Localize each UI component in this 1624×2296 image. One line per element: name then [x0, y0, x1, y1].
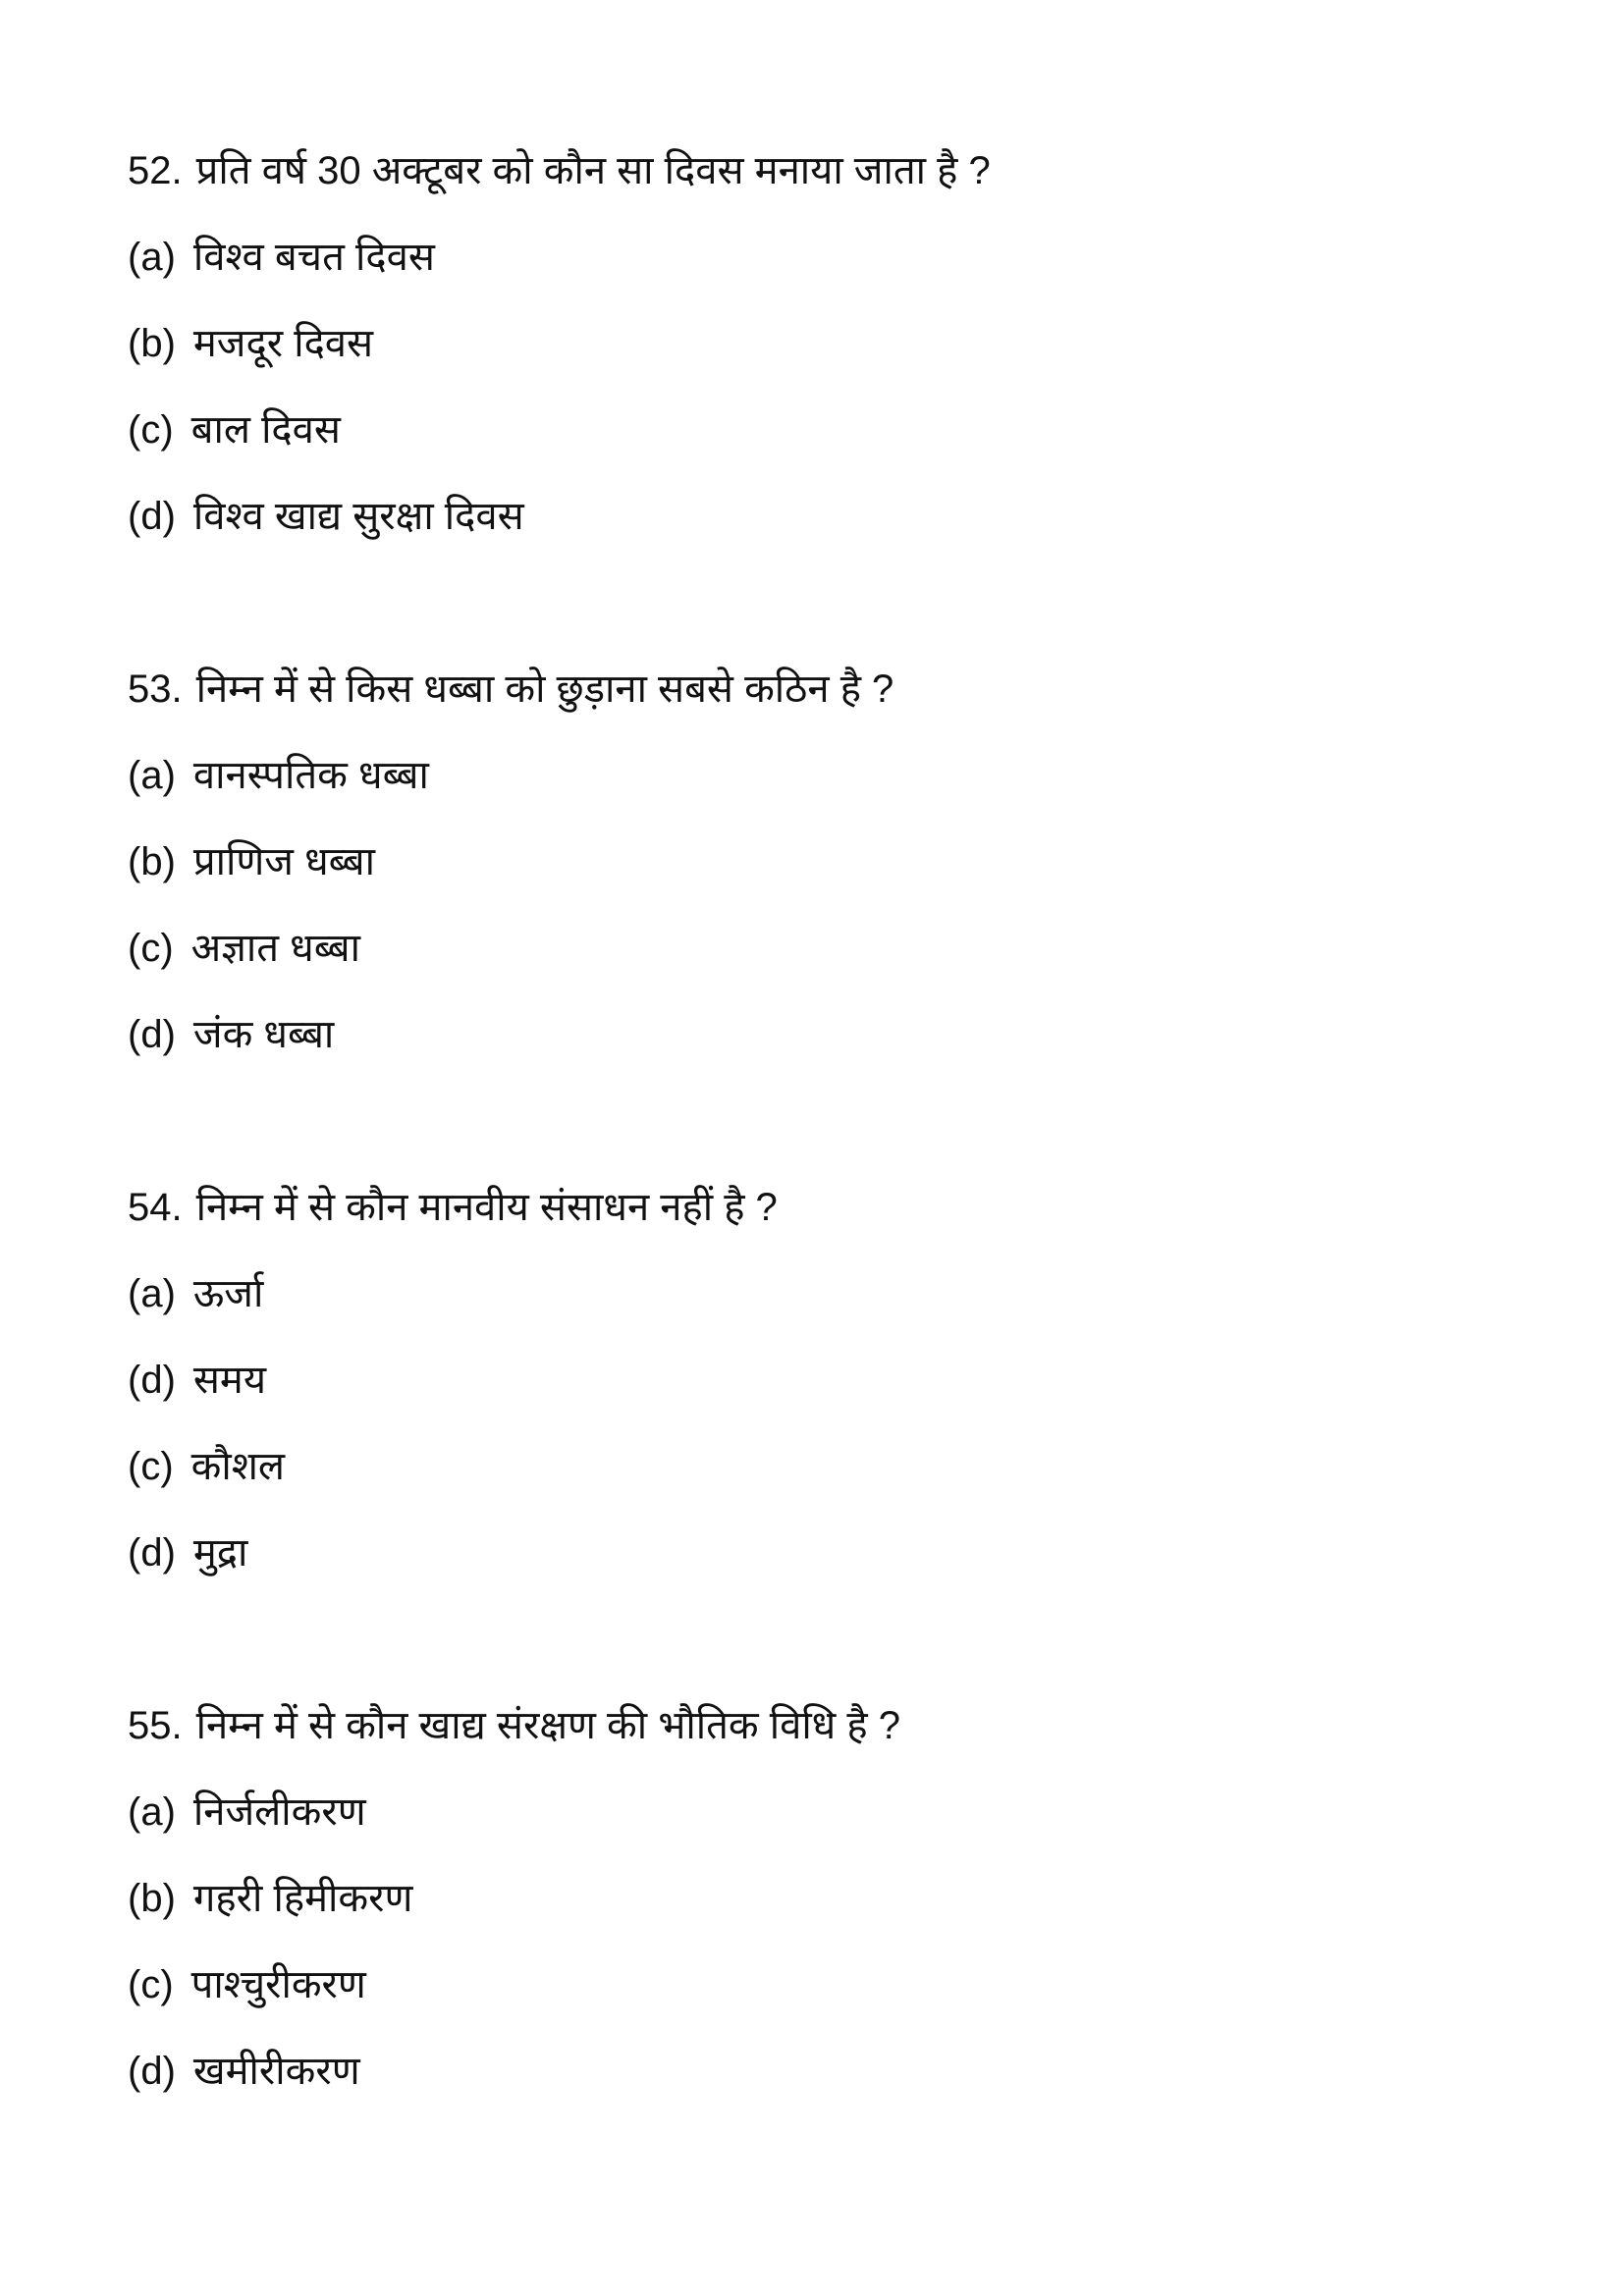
option-text: प्राणिज धब्बा: [192, 840, 375, 883]
option-label: (a): [128, 754, 176, 797]
question-text: प्रति वर्ष 30 अक्टूबर को कौन सा दिवस मनाया जाता है ?: [195, 149, 991, 192]
option: [128, 1251, 1502, 1337]
option-label: (a): [128, 1790, 176, 1834]
question-number: 55.: [128, 1704, 183, 1747]
option: [128, 1510, 1502, 1596]
option: [128, 387, 1502, 473]
question-stem: [128, 1164, 1502, 1251]
option-label: (a): [128, 1272, 176, 1315]
option-text: मजदूर दिवस: [192, 322, 374, 365]
question-stem: [128, 646, 1502, 732]
question-52: [128, 128, 1502, 560]
option: [128, 2028, 1502, 2114]
option-label: (a): [128, 236, 176, 279]
option-label: (d): [128, 1359, 176, 1402]
option-label: (d): [128, 1531, 176, 1575]
option: [128, 214, 1502, 300]
option: [128, 1423, 1502, 1510]
option: [128, 473, 1502, 560]
question-53: [128, 646, 1502, 1078]
option-label: (d): [128, 495, 176, 538]
option-label: (c): [128, 1445, 174, 1488]
option-text: ऊर्जा: [192, 1272, 264, 1315]
option: [128, 819, 1502, 905]
option: [128, 991, 1502, 1078]
question-text: निम्न में से कौन खाद्य संरक्षण की भौतिक विधि है ?: [195, 1704, 900, 1747]
option-label: (b): [128, 322, 176, 365]
question-text: निम्न में से किस धब्बा को छुड़ाना सबसे कठिन है ?: [195, 667, 894, 711]
option-label: (c): [128, 408, 174, 452]
option-label: (d): [128, 1013, 176, 1056]
question-stem: [128, 1682, 1502, 1769]
question-number: 52.: [128, 149, 183, 192]
question-55: [128, 1682, 1502, 2114]
option-text: विश्व बचत दिवस: [192, 236, 435, 279]
question-text: निम्न में से कौन मानवीय संसाधन नहीं है ?: [195, 1186, 778, 1229]
option: [128, 905, 1502, 991]
question-54: [128, 1164, 1502, 1596]
option-text: कौशल: [190, 1445, 286, 1488]
option-text: खमीरीकरण: [192, 2050, 360, 2093]
option-text: निर्जलीकरण: [192, 1790, 366, 1834]
option-label: (d): [128, 2050, 176, 2093]
option-text: समय: [192, 1359, 267, 1402]
option-text: बाल दिवस: [190, 408, 341, 452]
option-label: (b): [128, 840, 176, 883]
option: [128, 1769, 1502, 1855]
option-label: (c): [128, 927, 174, 970]
option-text: मुद्रा: [192, 1531, 248, 1575]
question-number: 53.: [128, 667, 183, 711]
option-label: (b): [128, 1877, 176, 1920]
question-stem: [128, 128, 1502, 214]
option-text: विश्व खाद्य सुरक्षा दिवस: [192, 495, 524, 538]
option: [128, 732, 1502, 819]
option-label: (c): [128, 1963, 174, 2006]
option-text: वानस्पतिक धब्बा: [192, 754, 429, 797]
option: [128, 1942, 1502, 2028]
question-number: 54.: [128, 1186, 183, 1229]
option-text: जंक धब्बा: [192, 1013, 335, 1056]
option-text: गहरी हिमीकरण: [192, 1877, 413, 1920]
option-text: पाश्चुरीकरण: [190, 1963, 366, 2006]
option: [128, 300, 1502, 387]
option: [128, 1337, 1502, 1423]
option: [128, 1855, 1502, 1942]
option-text: अज्ञात धब्बा: [190, 927, 360, 970]
